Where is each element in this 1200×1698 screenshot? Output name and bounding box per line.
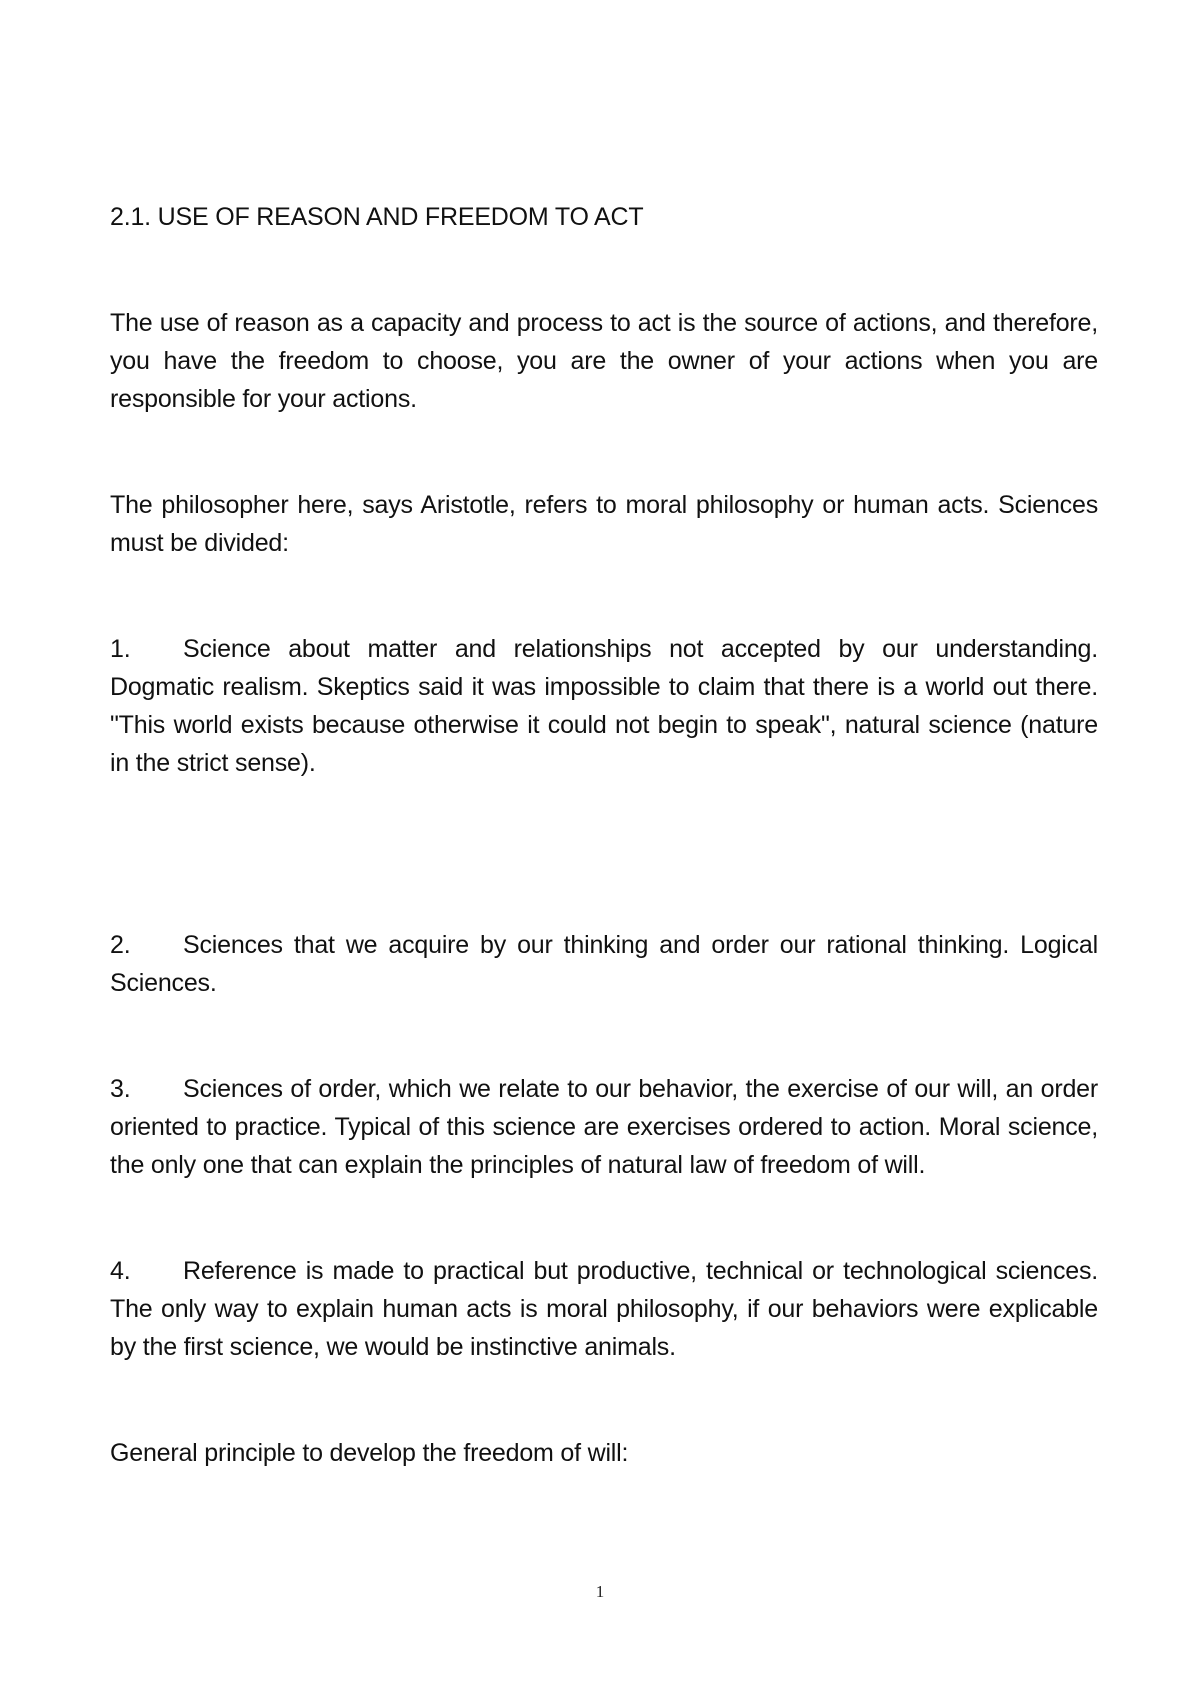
- list-item-1: [110, 630, 1098, 782]
- list-item-text: Science about matter and relationships not accepted by our understanding. Dogmatic realism. Skeptics said it was impossible to claim that there is a world out there. "This world exists because otherwise it could not begin to speak", natural science (nature in the strict sense).: [110, 635, 1098, 777]
- list-item-number: 2.: [110, 931, 131, 959]
- list-item-text: Sciences of order, which we relate to our behavior, the exercise of our will, an order oriented to practice. Typical of this science are exercises ordered to action. Moral science, the only one that can explain the principles of natural law of freedom of will.: [110, 1075, 1098, 1179]
- list-item-3: [110, 1070, 1098, 1184]
- list-item-4: [110, 1252, 1098, 1366]
- list-item-number: 4.: [110, 1257, 131, 1285]
- list-item-2: [110, 926, 1098, 1002]
- page-number: 1: [595, 1582, 605, 1601]
- paragraph-reason: The use of reason as a capacity and process to act is the source of actions, and therefore, you have the freedom to choose, you are the owner of your actions when you are responsible for your actions.: [110, 309, 1098, 413]
- closing-line: General principle to develop the freedom of will:: [110, 1439, 629, 1467]
- section-heading: 2.1. USE OF REASON AND FREEDOM TO ACT: [110, 203, 644, 231]
- document-body: [110, 198, 1098, 1472]
- paragraph-aristotle: The philosopher here, says Aristotle, refers to moral philosophy or human acts. Sciences must be divided:: [110, 491, 1098, 557]
- list-item-text: Sciences that we acquire by our thinking and order our rational thinking. Logical Sciences.: [110, 931, 1098, 997]
- list-item-number: 3.: [110, 1075, 131, 1103]
- list-item-text: Reference is made to practical but productive, technical or technological sciences. The only way to explain human acts is moral philosophy, if our behaviors were explicable by the first science, we would be instinctive animals.: [110, 1257, 1098, 1361]
- list-item-number: 1.: [110, 635, 131, 663]
